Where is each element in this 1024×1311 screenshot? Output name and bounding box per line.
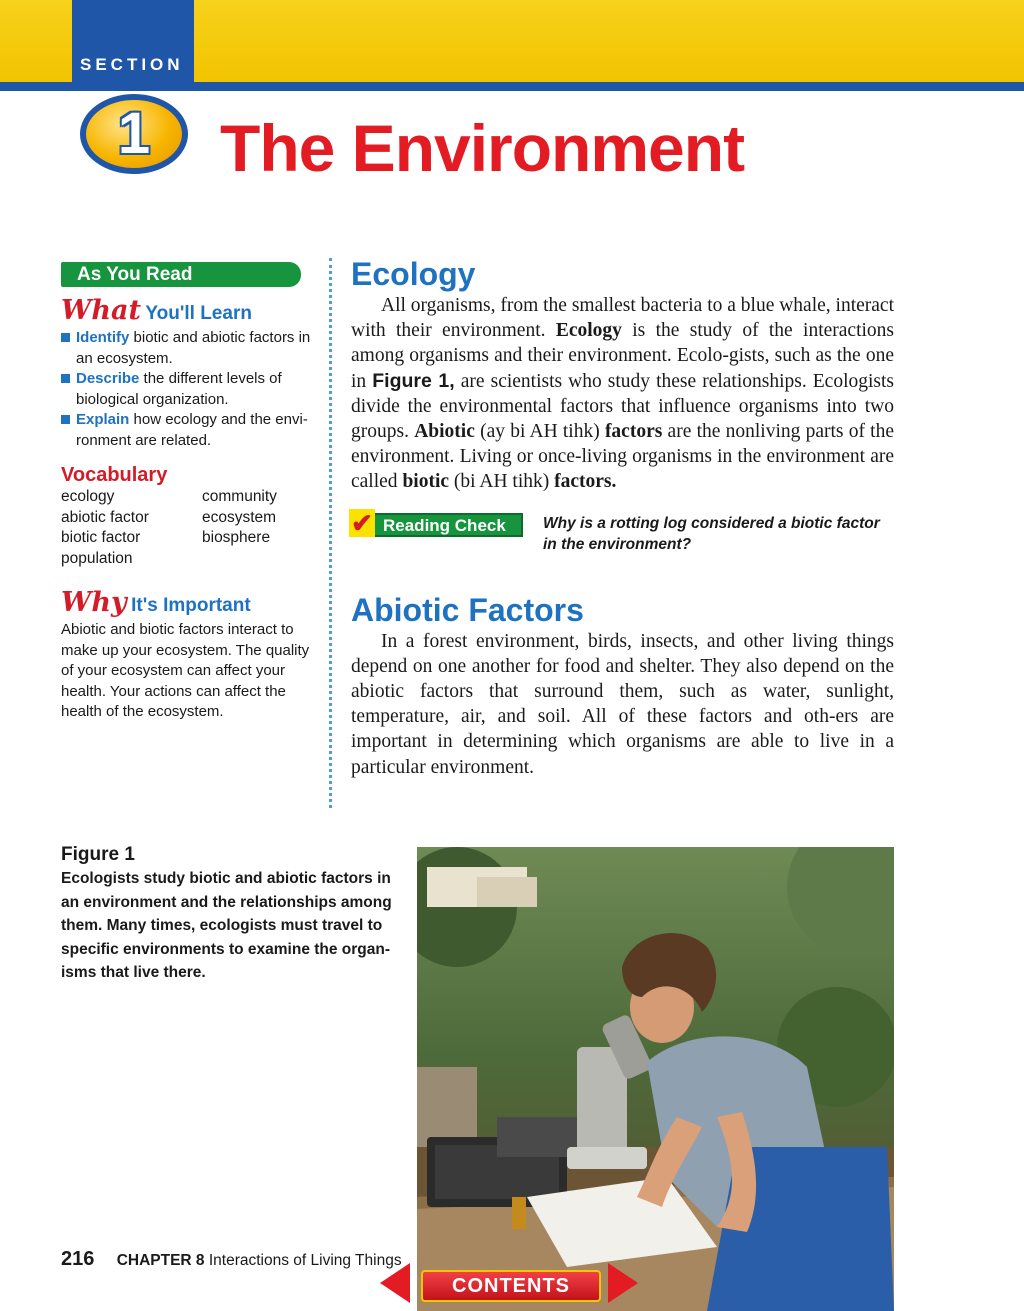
term-factors: factors. <box>554 471 617 493</box>
vocabulary-list <box>61 487 313 569</box>
pronunciation: (ay bi AH tihk) <box>480 421 600 443</box>
text-run: are scientists who study these relationships. Ecologists divide the environmental factors that influence organisms into two groups. <box>351 370 895 443</box>
text-run: All organisms, from the smallest bacteria to a blue whale, interact with their environment. <box>351 295 894 342</box>
objective-text: biotic and abiotic factors in an ecosystem. <box>76 329 311 367</box>
square-bullet-icon <box>61 374 70 383</box>
term-factors: factors <box>604 421 663 443</box>
what-script: What <box>61 295 141 326</box>
why-script: Why <box>61 587 127 618</box>
text-run: are the nonliving parts of the environment. Living or once-living organisms in the environment are called <box>351 421 894 493</box>
checkmark-icon: ✔ <box>349 509 375 537</box>
page-footer <box>61 1248 402 1271</box>
its-important-label: It's Important <box>131 595 251 616</box>
objective-verb: Identify <box>76 329 130 346</box>
vocab-term: biotic factor <box>61 529 141 546</box>
term-ecology: Ecology <box>555 320 622 342</box>
column-divider <box>329 258 332 808</box>
objective-text: the different levels of biological organization. <box>76 370 282 408</box>
page-number: 216 <box>61 1248 95 1270</box>
abiotic-factors-paragraph: In a forest environment, birds, insects, and other living things depend on one another for food and shelter. They also depend on the abiotic factors that surround them, such as water, sunlight, temperature, air, and soil. All of these factors and oth-ers are important in determining which organisms are able to live in a particular environment. <box>351 630 894 778</box>
figure-caption <box>61 843 406 985</box>
section-label: SECTION <box>80 55 184 74</box>
objective-verb: Describe <box>76 370 140 387</box>
vocab-term: biosphere <box>202 529 271 546</box>
as-you-read-banner: As You Read <box>61 262 301 287</box>
vocab-term: abiotic factor <box>61 508 149 526</box>
text-run: is the study of the interactions among organisms and their environment. Ecolo-gists, such as the one in <box>351 320 895 392</box>
objective-item <box>61 369 313 410</box>
ecologist-photo-illustration <box>417 847 894 1311</box>
youll-learn-label: You'll Learn <box>145 303 252 324</box>
main-column <box>351 255 894 780</box>
vocab-term: ecosystem <box>202 508 277 526</box>
ecology-paragraph <box>351 293 894 495</box>
ecologist-photo <box>417 847 894 1311</box>
term-abiotic: Abiotic <box>414 421 475 443</box>
objective-item <box>61 328 313 369</box>
figure-title: Figure 1 <box>61 844 135 865</box>
vocab-term: population <box>61 549 133 567</box>
previous-page-arrow-icon[interactable] <box>380 1263 410 1303</box>
objective-text: how ecology and the envi-ronment are related. <box>76 411 308 449</box>
vocab-term: community <box>202 488 277 505</box>
as-you-read-sidebar <box>61 262 313 723</box>
objective-verb: Explain <box>76 411 130 428</box>
page-title: The Environment <box>220 111 745 185</box>
chapter-label: CHAPTER 8 <box>116 1252 205 1269</box>
figure-caption-text: Ecologists study biotic and abiotic factors in an environment and the relationships among them. Many times, ecologists must travel to specific environments to examine the organ-isms that live there. <box>61 870 392 981</box>
next-page-arrow-icon[interactable] <box>608 1263 638 1303</box>
what-youll-learn-heading <box>61 295 313 326</box>
why-its-important-heading <box>61 587 313 618</box>
contents-button[interactable]: CONTENTS <box>421 1270 601 1302</box>
vocabulary-heading: Vocabulary <box>61 464 168 486</box>
section-number-badge <box>80 94 188 174</box>
square-bullet-icon <box>61 415 70 424</box>
term-biotic: biotic <box>402 471 450 493</box>
objective-item <box>61 410 313 451</box>
reading-check-badge <box>351 507 523 538</box>
chapter-title: Interactions of Living Things <box>208 1252 402 1269</box>
vocab-term: ecology <box>61 488 115 505</box>
reading-check <box>351 507 894 555</box>
ecology-heading: Ecology <box>351 256 476 292</box>
pronunciation: (bi AH tihk) <box>453 471 550 493</box>
figure-reference: Figure 1, <box>372 369 455 392</box>
square-bullet-icon <box>61 333 70 342</box>
reading-check-question: Why is a rotting log considered a biotic factor in the environment? <box>543 514 880 553</box>
reading-check-label: Reading Check <box>383 515 506 535</box>
objectives-list <box>61 328 313 451</box>
why-its-important-text: Abiotic and biotic factors interact to make up your ecosystem. The quality of your ecosystem can affect your health. Your actions can affect the health of the ecosystem. <box>61 621 310 720</box>
abiotic-factors-heading: Abiotic Factors <box>351 591 584 628</box>
section-number: 1 <box>117 101 151 166</box>
